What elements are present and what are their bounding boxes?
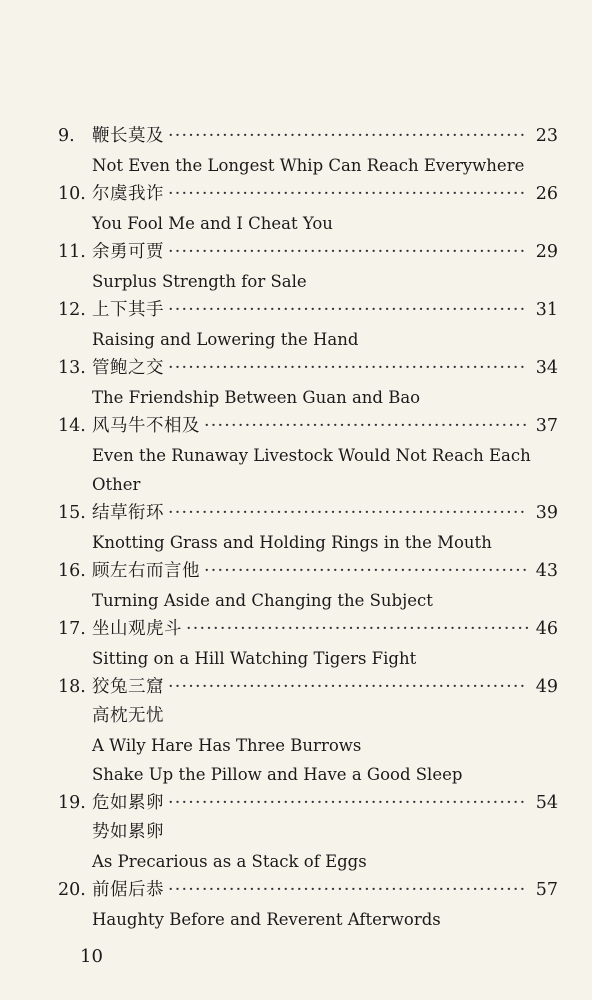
toc-heading-row bbox=[58, 789, 558, 818]
page-ref: 37 bbox=[535, 416, 558, 436]
english-title: Sitting on a Hill Watching Tigers Fight bbox=[92, 649, 417, 668]
dot-leader bbox=[168, 499, 528, 528]
page-ref: 46 bbox=[535, 619, 558, 639]
entry-number: 9. bbox=[58, 126, 75, 146]
english-title: Knotting Grass and Holding Rings in the Mouth bbox=[92, 533, 492, 552]
dot-leader bbox=[168, 673, 528, 702]
page-ref: 29 bbox=[535, 242, 558, 262]
dot-leader bbox=[168, 876, 528, 905]
entry-number: 11. bbox=[58, 242, 86, 262]
english-title: You Fool Me and I Cheat You bbox=[92, 214, 333, 233]
toc-entry-20 bbox=[58, 876, 558, 934]
entry-number: 14. bbox=[58, 416, 86, 436]
entry-number: 13. bbox=[58, 358, 86, 378]
page-ref: 39 bbox=[535, 503, 558, 523]
entry-number: 20. bbox=[58, 880, 86, 900]
english-title-continued: Other bbox=[92, 475, 141, 494]
chinese-title: 风马牛不相及 bbox=[92, 416, 200, 436]
page-ref: 43 bbox=[535, 561, 558, 581]
page-ref: 49 bbox=[535, 677, 558, 697]
toc-heading-row bbox=[58, 238, 558, 267]
page-ref: 31 bbox=[535, 300, 558, 320]
toc-heading-row bbox=[58, 876, 558, 905]
english-title: Even the Runaway Livestock Would Not Reach Each bbox=[92, 446, 531, 465]
entry-number: 18. bbox=[58, 677, 86, 697]
chinese-title: 上下其手 bbox=[92, 300, 164, 320]
toc-heading-row bbox=[58, 180, 558, 209]
chinese-title: 鞭长莫及 bbox=[92, 126, 164, 146]
toc-heading-row bbox=[58, 499, 558, 528]
chinese-title: 结草衔环 bbox=[92, 503, 164, 523]
english-title: Surplus Strength for Sale bbox=[92, 272, 307, 291]
dot-leader bbox=[168, 180, 528, 209]
english-subtitle: Shake Up the Pillow and Have a Good Sleep bbox=[92, 765, 463, 784]
chinese-title: 顾左右而言他 bbox=[92, 561, 200, 581]
entry-number: 17. bbox=[58, 619, 86, 639]
page-ref: 34 bbox=[535, 358, 558, 378]
toc-entry-9 bbox=[58, 122, 558, 180]
page-number: 10 bbox=[80, 946, 103, 967]
toc-heading-row bbox=[58, 354, 558, 383]
toc-entry-10 bbox=[58, 180, 558, 238]
dot-leader bbox=[168, 296, 528, 325]
english-title: Turning Aside and Changing the Subject bbox=[92, 591, 433, 610]
toc-entry-12 bbox=[58, 296, 558, 354]
chinese-title: 余勇可贾 bbox=[92, 242, 164, 262]
toc-heading-row bbox=[58, 673, 558, 702]
toc-entry-19 bbox=[58, 789, 558, 876]
toc-entry-15 bbox=[58, 499, 558, 557]
chinese-title: 前倨后恭 bbox=[92, 880, 164, 900]
dot-leader bbox=[168, 789, 528, 818]
dot-leader bbox=[204, 412, 528, 441]
toc-heading-row bbox=[58, 122, 558, 151]
toc-heading-row bbox=[58, 296, 558, 325]
toc-entry-16 bbox=[58, 557, 558, 615]
toc-heading-row bbox=[58, 615, 558, 644]
toc-entry-11 bbox=[58, 238, 558, 296]
chinese-title: 狡兔三窟 bbox=[92, 677, 164, 697]
page-ref: 23 bbox=[535, 126, 558, 146]
chinese-title: 管鲍之交 bbox=[92, 358, 164, 378]
chinese-subtitle: 高枕无忧 bbox=[92, 706, 164, 726]
table-of-contents bbox=[58, 122, 558, 934]
english-title: Haughty Before and Reverent Afterwords bbox=[92, 910, 441, 929]
dot-leader bbox=[168, 354, 528, 383]
english-title: The Friendship Between Guan and Bao bbox=[92, 388, 421, 407]
chinese-title: 坐山观虎斗 bbox=[92, 619, 182, 639]
toc-entry-14 bbox=[58, 412, 558, 499]
page-ref: 26 bbox=[535, 184, 558, 204]
english-title: A Wily Hare Has Three Burrows bbox=[92, 736, 362, 755]
dot-leader bbox=[168, 238, 528, 267]
toc-entry-17 bbox=[58, 615, 558, 673]
english-title: Not Even the Longest Whip Can Reach Everywhere bbox=[92, 156, 525, 175]
dot-leader bbox=[204, 557, 528, 586]
page-ref: 54 bbox=[535, 793, 558, 813]
entry-number: 12. bbox=[58, 300, 86, 320]
entry-number: 15. bbox=[58, 503, 86, 523]
toc-heading-row bbox=[58, 412, 558, 441]
entry-number: 19. bbox=[58, 793, 86, 813]
chinese-title: 危如累卵 bbox=[92, 793, 164, 813]
toc-entry-13 bbox=[58, 354, 558, 412]
chinese-title: 尔虞我诈 bbox=[92, 184, 164, 204]
dot-leader bbox=[186, 615, 528, 644]
toc-entry-18 bbox=[58, 673, 558, 789]
chinese-subtitle: 势如累卵 bbox=[92, 822, 164, 842]
english-title: As Precarious as a Stack of Eggs bbox=[92, 852, 367, 871]
page-ref: 57 bbox=[535, 880, 558, 900]
entry-number: 10. bbox=[58, 184, 86, 204]
english-title: Raising and Lowering the Hand bbox=[92, 330, 359, 349]
entry-number: 16. bbox=[58, 561, 86, 581]
dot-leader bbox=[168, 122, 528, 151]
toc-heading-row bbox=[58, 557, 558, 586]
